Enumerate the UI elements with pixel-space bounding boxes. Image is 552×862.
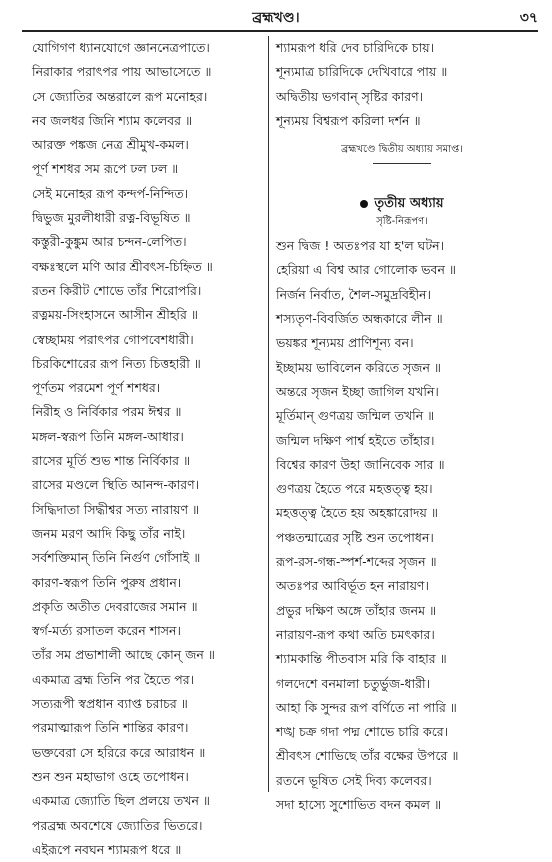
verse-line: রূপ-রস-গন্ধ-স্পর্শ-শব্দের সৃজন ॥ [276, 554, 437, 570]
verse-line: শঙ্খ চক্র গদা পদ্ম শোভে চারি করে। [276, 724, 449, 740]
page-header [0, 6, 552, 30]
verse-line: পূর্ণতম পরমেশ পূর্ণ শশধর। [32, 380, 161, 396]
verse-line: পরমাত্মারূপ তিনি শান্তির কারণ। [32, 720, 189, 736]
verse-line: জনম মরণ আদি কিছু তাঁর নাই। [32, 525, 186, 541]
page-number: ৩৭ [519, 10, 538, 26]
verse-line: মহত্তত্ত্ব হৈতে হয় অহঙ্কারোদয় ॥ [276, 505, 438, 521]
verse-line: পঞ্চতন্মাত্রের সৃষ্টি শুন তপোধন। [276, 529, 434, 545]
right-column [276, 36, 528, 813]
verse-line: নিরাকার পরাৎপর পায় আভাসেতে ॥ [32, 64, 212, 80]
verse-line: সত্যরূপী স্বপ্রধান ব্যাপ্ত চরাচর ॥ [32, 696, 188, 712]
verse-line: যোগিগণ ধ্যানযোগে জ্ঞাননেত্রপাতে। [32, 40, 210, 55]
chapter-heading [276, 194, 528, 214]
verse-line: এইরূপে নবঘন শ্যামরূপ ধরে ॥ [32, 841, 182, 857]
verse-line: সিদ্ধিদাতা সিদ্ধীশ্বর সত্য নারায়ণ ॥ [32, 501, 200, 517]
verse-line: দ্বিভুজ মুরলীধারী রত্ন-বিভূষিত ॥ [32, 210, 191, 226]
verse-line: নারায়ণ-রূপ কথা অতি চমৎকার। [276, 626, 435, 642]
verse-line: রাসের মণ্ডলে স্থিতি আনন্দ-কারণ। [32, 477, 200, 493]
verse-line: শূন্যমাত্র চারিদিকে দেখিবারে পায় ॥ [276, 64, 448, 80]
verse-line: মঙ্গল-স্বরূপ তিনি মঙ্গল-আধার। [32, 428, 184, 444]
verse-line: অতঃপর আবির্ভূত হন নারায়ণ। [276, 578, 429, 594]
right-column-verses-top [276, 36, 528, 133]
verse-line: পরব্রহ্ম অবশেষে জ্যোতির ভিতরে। [32, 817, 203, 833]
verse-line: সেই মনোহর রূপ কন্দর্প-নিন্দিত। [32, 185, 189, 201]
verse-line: কারণ-স্বরূপ তিনি পুরুষ প্রধান। [32, 574, 182, 590]
bullet-icon [360, 200, 368, 208]
verse-line: সর্বশক্তিমান্ তিনি নির্গুণ গোঁসাই ॥ [32, 550, 201, 566]
verse-line: রতনে ভূষিত সেই দিব্য কলেবর। [276, 772, 432, 788]
verse-line: একমাত্র জ্যোতি ছিল প্রলয়ে তখন ॥ [32, 793, 210, 809]
verse-line: সদা হাস্যে সুশোভিত বদন কমল ॥ [276, 797, 442, 813]
verse-line: ভয়ঙ্কর শূন্যময় প্রাণিশূন্য বন। [276, 335, 414, 351]
verse-line: শ্রীবৎস শোভিছে তাঁর বক্ষের উপরে ॥ [276, 748, 459, 764]
verse-line: প্রভুর দক্ষিণ অঙ্গে তাঁহার জনম ॥ [276, 602, 437, 618]
verse-line: শস্যতৃণ-বিবর্জিত অন্ধকারে লীন ॥ [276, 311, 443, 327]
verse-line: আহা কি সুন্দর রূপ বর্ণিতে না পারি ॥ [276, 699, 457, 715]
header-rule [22, 30, 538, 32]
verse-line: অদ্বিতীয় ভগবান্ সৃষ্টির কারণ। [276, 88, 424, 104]
verse-line: বিশ্বের কারণ উহা জানিবেক সার ॥ [276, 456, 445, 472]
verse-line: শূন্যময় বিশ্বরূপ করিলা দর্শন ॥ [276, 112, 421, 128]
verse-line: সে জ্যোতির অন্তরালে রূপ মনোহর। [32, 88, 208, 104]
verse-line: কস্তুরী-কুঙ্কুম আর চন্দন-লেপিত। [32, 234, 187, 250]
verse-line: প্রকৃতি অতীত দেবরাজের সমান ॥ [32, 598, 198, 614]
verse-line: গুণত্রয় হৈতে পরে মহত্তত্ত্ব হয়। [276, 481, 433, 497]
chapter-subtitle: সৃষ্টি-নিরূপণ। [376, 216, 428, 228]
left-column [32, 36, 262, 857]
verse-line: হেরিয়া এ বিশ্ব আর গোলোক ভবন ॥ [276, 262, 456, 278]
verse-line: আরক্ত পঙ্কজ নেত্র শ্রীমুখ-কমল। [32, 137, 189, 153]
verse-line: বক্ষঃস্থলে মণি আর শ্রীবৎস-চিহ্নিত ॥ [32, 258, 213, 274]
verse-line: শুন দ্বিজ ! অতঃপর যা হ'ল ঘটন। [276, 238, 445, 254]
running-title: ব্রহ্মখণ্ড। [252, 10, 300, 26]
verse-line: রাসের মূর্তি শুভ শান্ত নির্বিকার ॥ [32, 453, 191, 469]
verse-line: জন্মিল দক্ষিণ পার্শ্ব হইতে তাঁহার। [276, 432, 435, 448]
verse-line: শ্যামকান্তি পীতবাস মরি কি বাহার ॥ [276, 651, 447, 667]
separator-rule [373, 163, 431, 164]
column-divider [268, 36, 269, 792]
verse-line: ইচ্ছাময় ভাবিলেন করিতে সৃজন ॥ [276, 359, 441, 375]
right-column-verses-bottom [276, 234, 528, 817]
verse-line: অন্তরে সৃজন ইচ্ছা জাগিল যখনি। [276, 383, 439, 399]
verse-line: শ্যামরূপ ধরি দেব চারিদিকে চায়। [276, 40, 435, 55]
verse-line: শুন শুন মহাভাগ ওহে তপোধন। [32, 768, 189, 784]
chapter-title: তৃতীয় অধ্যায় [374, 196, 444, 212]
verse-line: স্বেচ্ছাময় পরাৎপর গোপবেশধারী। [32, 331, 194, 347]
verse-line: চিরকিশোরের রূপ নিত্য চিত্তহারী ॥ [32, 355, 201, 371]
verse-line: গলদেশে বনমালা চতুর্ভুজ-ধারী। [276, 675, 431, 691]
verse-line: মূর্তিমান্ গুণত্রয় জন্মিল তখনি ॥ [276, 408, 435, 424]
verse-line: ভক্তবেরা সে হরিরে করে আরাধন ॥ [32, 744, 206, 760]
verse-line: নিরীহ ও নির্বিকার পরম ঈশ্বর ॥ [32, 404, 182, 420]
chapter-end-note: ব্রহ্মখণ্ডে দ্বিতীয় অধ্যায় সমাপ্ত। [341, 144, 463, 156]
verse-line: স্বর্গ-মর্ত্য রসাতল করেন শাসন। [32, 623, 181, 639]
verse-line: পূর্ণ শশধর সম রূপে ঢল ঢল ॥ [32, 161, 179, 177]
verse-line: একমাত্র ব্রহ্ম তিনি পর হৈতে পর। [32, 671, 195, 687]
verse-line: রতন কিরীট শোভে তাঁর শিরোপরি। [32, 282, 202, 298]
verse-line: রত্নময়-সিংহাসনে আসীন শ্রীহরি ॥ [32, 307, 198, 323]
verse-line: তাঁর সম প্রভাশালী আছে কোন্ জন ॥ [32, 647, 215, 663]
verse-line: নব জলধর জিনি শ্যাম কলেবর ॥ [32, 112, 193, 128]
verse-line: নির্জন নির্বাত, শৈল-সমুদ্রবিহীন। [276, 286, 431, 302]
